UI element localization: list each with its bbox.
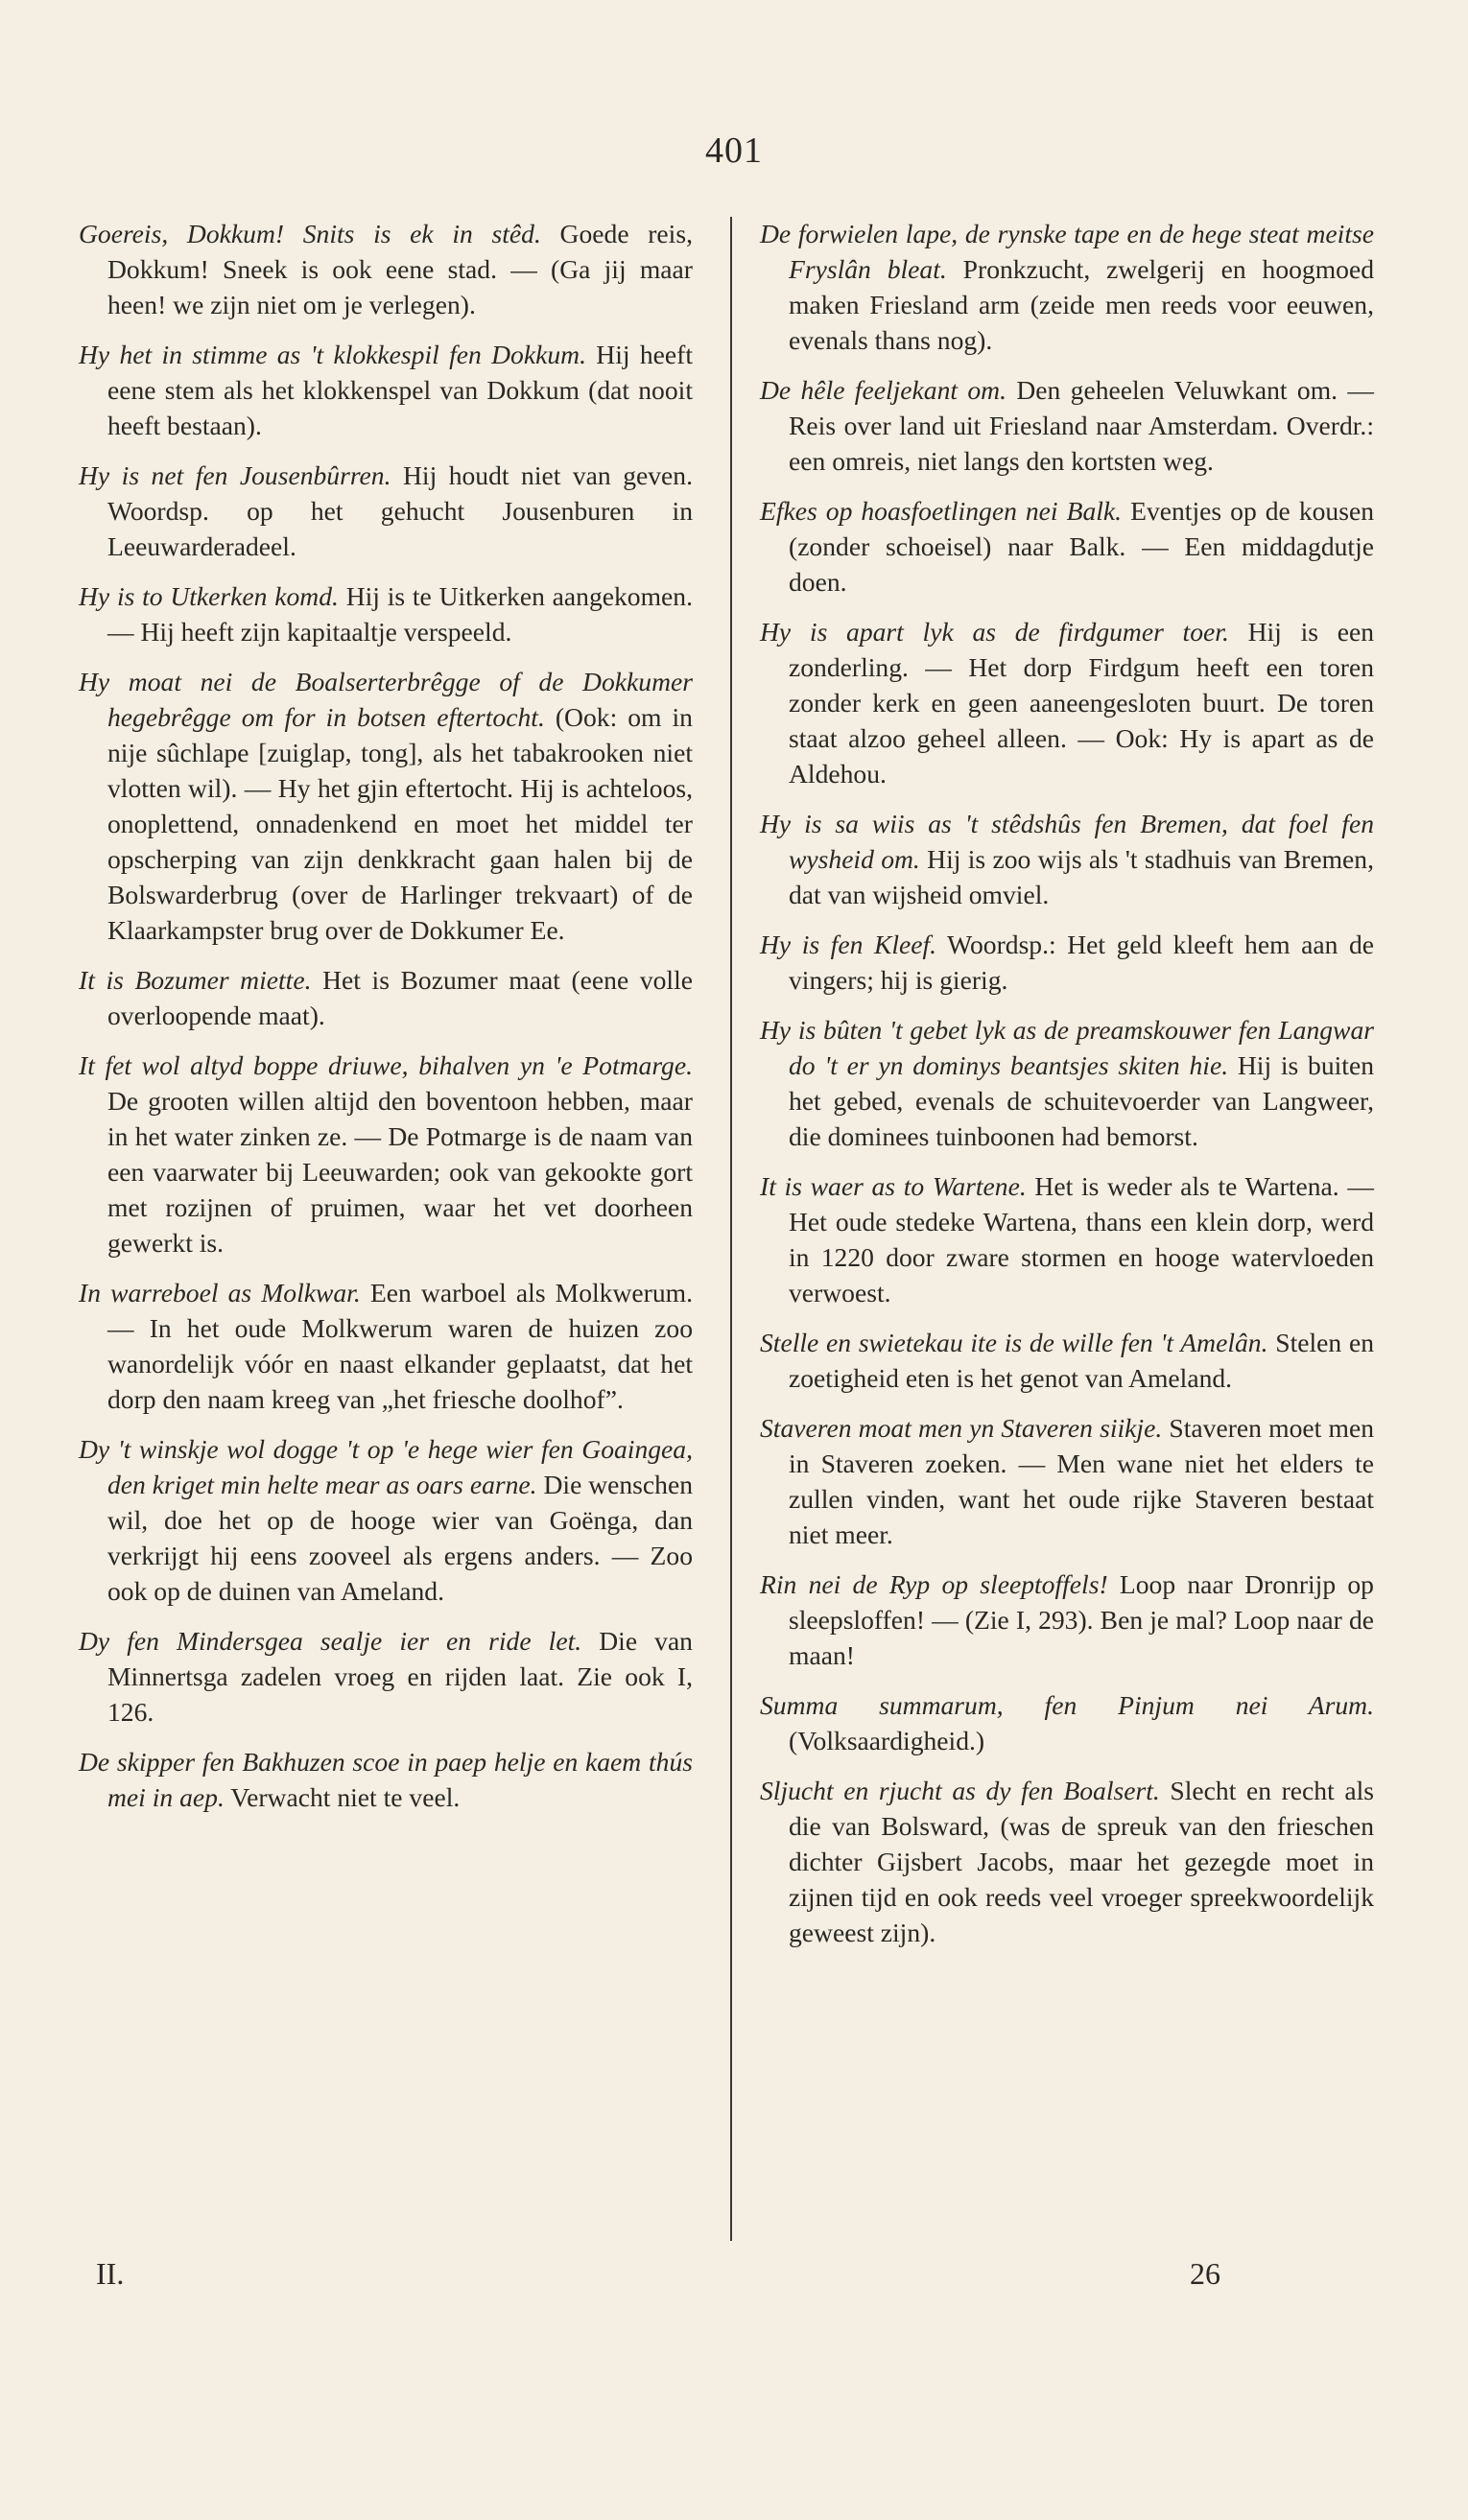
proverb-frisian: De hêle feeljekant om. <box>760 375 1007 405</box>
proverb-entry <box>760 806 1374 912</box>
proverb-entry <box>79 216 693 322</box>
proverb-translation: Het is Bozumer maat (eene volle overloopende maat). <box>107 965 693 1030</box>
proverb-entry <box>760 1410 1374 1552</box>
proverb-frisian: Summa summarum, fen Pinjum nei Arum. <box>760 1690 1374 1720</box>
proverb-frisian: It is waer as to Wartene. <box>760 1171 1027 1201</box>
proverb-frisian: Stelle en swietekau ite is de wille fen 't Amelân. <box>760 1328 1268 1357</box>
proverb-frisian: Hy is sa wiis as 't stêdshûs fen Bremen, dat foel fen wysheid om. <box>760 809 1374 874</box>
proverb-frisian: Dy fen Mindersgea sealje ier en ride let. <box>79 1626 582 1656</box>
proverb-frisian: Staveren moat men yn Staveren siikje. <box>760 1413 1163 1443</box>
proverb-entry <box>760 372 1374 479</box>
proverb-translation: Stelen en zoetigheid eten is het genot van Ameland. <box>789 1328 1374 1393</box>
proverb-frisian: It is Bozumer miette. <box>79 965 312 995</box>
signature-mark: II. <box>96 2256 125 2291</box>
proverb-frisian: Hy is to Utkerken komd. <box>79 581 339 611</box>
proverb-entry <box>760 614 1374 791</box>
proverb-translation: Hij houdt niet van geven. Woordsp. op het gehucht Jousenburen in Leeuwarderadeel. <box>107 460 693 561</box>
proverb-entry <box>79 578 693 649</box>
proverb-entry <box>79 337 693 443</box>
proverb-translation: (Volksaardigheid.) <box>789 1726 985 1755</box>
proverb-translation: Het is weder als te Wartena. — Het oude stedeke Wartena, thans een klein dorp, werd in 1220 door zware stormen en hooge watervloeden verwoest. <box>789 1171 1374 1307</box>
proverb-frisian: It fet wol altyd boppe driuwe, bihalven yn 'e Potmarge. <box>79 1050 693 1080</box>
proverb-translation: Slecht en recht als die van Bolsward, (was de spreuk van den frieschen dichter Gijsbert Jacobs, maar het gezegde moet in zijnen tijd en ook reeds veel vroeger spreekwoordelijk geweest zijn). <box>789 1776 1374 1947</box>
column-divider <box>730 217 732 2241</box>
sheet-number: 26 <box>1190 2256 1220 2291</box>
proverb-frisian: Efkes op hoasfoetlingen nei Balk. <box>760 496 1123 526</box>
proverb-frisian: De forwielen lape, de rynske tape en de hege steat meitse Fryslân bleat. <box>760 219 1374 284</box>
proverb-entry <box>79 1048 693 1260</box>
proverb-frisian: In warreboel as Molkwar. <box>79 1278 361 1307</box>
proverb-entry <box>760 1168 1374 1310</box>
proverb-frisian: Hy is apart lyk as de firdgumer toer. <box>760 617 1229 647</box>
proverb-entry <box>760 1773 1374 1950</box>
proverb-translation: Een warboel als Molkwerum. — In het oude Molkwerum waren de huizen zoo wanordelijk vóór en naast elkander geplaatst, dat het dorp den naam kreeg van „het friesche doolhof”. <box>107 1278 693 1414</box>
proverb-entry <box>79 1275 693 1417</box>
left-column <box>79 216 693 1829</box>
proverb-frisian: Dy 't winskje wol dogge 't op 'e hege wier fen Goaingea, den kriget min helte mear as oars earne. <box>79 1434 693 1499</box>
proverb-translation: Woordsp.: Het geld kleeft hem aan de vingers; hij is gierig. <box>789 930 1374 995</box>
proverb-frisian: Goereis, Dokkum! Snits is ek in stêd. <box>79 219 541 248</box>
proverb-translation: Die van Minnertsga zadelen vroeg en rijden laat. Zie ook I, 126. <box>107 1626 693 1727</box>
proverb-entry <box>79 1623 693 1730</box>
proverb-frisian: Sljucht en rjucht as dy fen Boalsert. <box>760 1776 1160 1805</box>
proverb-translation: Loop naar Dronrijp op sleepsloffen! — (Zie I, 293). Ben je mal? Loop naar de maan! <box>789 1569 1374 1670</box>
proverb-entry <box>79 664 693 948</box>
proverb-frisian: Rin nei de Ryp op sleeptoffels! <box>760 1569 1108 1599</box>
proverb-entry <box>79 458 693 564</box>
proverb-translation: De grooten willen altijd den boventoon hebben, maar in het water zinken ze. — De Potmarge is de naam van een vaarwater bij Leeuwarden; ook van gekookte gort met rozijnen of pruimen, waar het vet doorheen gewerkt is. <box>107 1086 693 1258</box>
page-number: 401 <box>705 130 763 171</box>
proverb-entry <box>760 493 1374 600</box>
proverb-translation: Hij is buiten het gebed, evenals de schuitevoerder van Langweer, die dominees tuinboonen had bemorst. <box>789 1050 1374 1151</box>
proverb-translation: Hij is een zonderling. — Het dorp Firdgum heeft een toren zonder kerk en geen aaneengesloten buurt. De toren staat alzoo geheel alleen. — Ook: Hy is apart as de Aldehou. <box>789 617 1374 789</box>
proverb-frisian: Hy het in stimme as 't klokkespil fen Dokkum. <box>79 340 586 369</box>
proverb-entry <box>760 1566 1374 1673</box>
proverb-translation: Pronkzucht, zwelgerij en hoogmoed maken Friesland arm (zeide men reeds voor eeuwen, evenals thans nog). <box>789 254 1375 355</box>
proverb-translation: Den geheelen Veluwkant om. — Reis over land uit Friesland naar Amsterdam. Overdr.: een omreis, niet langs den kortsten weg. <box>789 375 1374 476</box>
proverb-frisian: Hy moat nei de Boalserterbrêgge of de Dokkumer hegebrêgge om for in botsen eftertocht. <box>79 667 693 732</box>
proverb-entry <box>79 1431 693 1609</box>
proverb-frisian: De skipper fen Bakhuzen scoe in paep helje en kaem thús mei in aep. <box>79 1747 693 1812</box>
proverb-entry <box>760 216 1374 358</box>
proverb-frisian: Hy is net fen Jousenbûrren. <box>79 460 391 490</box>
proverb-translation: Hij is zoo wijs als 't stadhuis van Bremen, dat van wijsheid omviel. <box>789 844 1374 909</box>
proverb-entry <box>760 927 1374 998</box>
proverb-entry <box>760 1325 1374 1396</box>
proverb-translation: Die wenschen wil, doe het op de hooge wier van Goënga, dan verkrijgt hij eens zooveel als ergens anders. — Zoo ook op de duinen van Ameland. <box>107 1470 694 1606</box>
proverb-entry <box>760 1687 1374 1758</box>
proverb-entry <box>760 1012 1374 1154</box>
proverb-translation: Goede reis, Dokkum! Sneek is ook eene stad. — (Ga jij maar heen! we zijn niet om je verlegen). <box>107 219 693 319</box>
proverb-entry <box>79 1744 693 1815</box>
proverb-translation: Staveren moet men in Staveren zoeken. — Men wane niet het elders te zullen vinden, want het oude rijke Staveren bestaat niet meer. <box>789 1413 1374 1549</box>
proverb-translation: Eventjes op de kousen (zonder schoeisel) naar Balk. — Een middagdutje doen. <box>789 496 1374 597</box>
proverb-frisian: Hy is bûten 't gebet lyk as de preamskouwer fen Langwar do 't er yn dominys beantsjes skiten hie. <box>760 1015 1374 1080</box>
proverb-translation: Hij is te Uitkerken aangekomen. — Hij heeft zijn kapitaaltje verspeeld. <box>107 581 694 647</box>
proverb-frisian: Hy is fen Kleef. <box>760 930 937 959</box>
proverb-entry <box>79 962 693 1033</box>
proverb-translation: Verwacht niet te veel. <box>230 1782 461 1812</box>
proverb-translation: (Ook: om in nije sûchlape [zuiglap, tong], als het tabakrooken niet vlotten wil). — Hy het gjin eftertocht. Hij is achteloos, onoplettend, onnadenkend en moet het middel ter opscherping van zijn denkkracht gaan halen bij de Bolswarderbrug (over de Harlinger trekvaart) of de Klaarkampster brug over de Dokkumer Ee. <box>107 702 693 945</box>
right-column <box>760 216 1374 1965</box>
proverb-translation: Hij heeft eene stem als het klokkenspel van Dokkum (dat nooit heeft bestaan). <box>107 340 693 440</box>
